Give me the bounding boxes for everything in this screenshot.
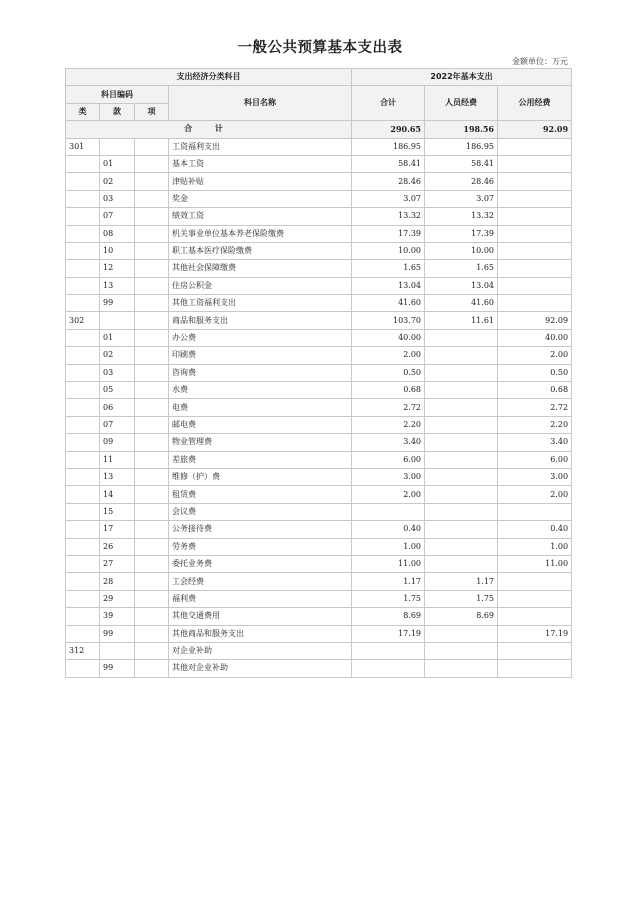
table-row — [66, 277, 572, 294]
total-personnel: 198.56 — [425, 121, 498, 138]
cell-kuan: 07 — [100, 416, 135, 433]
cell-subject-name: 奖金 — [169, 190, 352, 207]
cell-total: 13.32 — [352, 208, 425, 225]
cell-xiang — [135, 451, 169, 468]
cell-xiang — [135, 277, 169, 294]
cell-public — [498, 260, 572, 277]
cell-xiang — [135, 382, 169, 399]
cell-xiang — [135, 295, 169, 312]
cell-subject-name: 其他工资福利支出 — [169, 295, 352, 312]
cell-total — [352, 642, 425, 659]
cell-public — [498, 155, 572, 172]
cell-subject-name: 其他商品和服务支出 — [169, 625, 352, 642]
table-row — [66, 416, 572, 433]
cell-lei — [66, 364, 100, 381]
header-total: 合计 — [352, 86, 425, 121]
cell-lei — [66, 503, 100, 520]
cell-xiang — [135, 503, 169, 520]
cell-xiang — [135, 590, 169, 607]
total-row — [66, 121, 572, 138]
cell-total: 6.00 — [352, 451, 425, 468]
cell-total: 13.04 — [352, 277, 425, 294]
table-row — [66, 451, 572, 468]
cell-kuan: 99 — [100, 295, 135, 312]
cell-lei — [66, 190, 100, 207]
cell-subject-name: 其他交通费用 — [169, 608, 352, 625]
cell-kuan — [100, 642, 135, 659]
cell-lei — [66, 486, 100, 503]
cell-subject-name: 绩效工资 — [169, 208, 352, 225]
cell-xiang — [135, 260, 169, 277]
cell-lei — [66, 155, 100, 172]
cell-xiang — [135, 434, 169, 451]
cell-personnel: 3.07 — [425, 190, 498, 207]
table-row — [66, 625, 572, 642]
cell-public — [498, 295, 572, 312]
cell-personnel — [425, 399, 498, 416]
header-personnel: 人员经费 — [425, 86, 498, 121]
cell-total — [352, 503, 425, 520]
cell-kuan: 10 — [100, 242, 135, 259]
cell-personnel: 10.00 — [425, 242, 498, 259]
header-xiang: 项 — [135, 103, 169, 120]
cell-lei — [66, 242, 100, 259]
cell-lei — [66, 590, 100, 607]
cell-kuan: 11 — [100, 451, 135, 468]
cell-personnel — [425, 538, 498, 555]
cell-kuan: 05 — [100, 382, 135, 399]
table-row — [66, 660, 572, 677]
cell-xiang — [135, 660, 169, 677]
cell-subject-name: 基本工资 — [169, 155, 352, 172]
cell-total: 3.07 — [352, 190, 425, 207]
table-row — [66, 155, 572, 172]
cell-kuan: 26 — [100, 538, 135, 555]
cell-kuan: 09 — [100, 434, 135, 451]
cell-xiang — [135, 625, 169, 642]
cell-personnel — [425, 451, 498, 468]
cell-public: 0.40 — [498, 521, 572, 538]
cell-total: 103.70 — [352, 312, 425, 329]
table-row — [66, 347, 572, 364]
cell-personnel — [425, 347, 498, 364]
table-row — [66, 260, 572, 277]
cell-xiang — [135, 208, 169, 225]
cell-lei — [66, 277, 100, 294]
cell-kuan: 39 — [100, 608, 135, 625]
table-row — [66, 468, 572, 485]
table-row — [66, 608, 572, 625]
cell-total: 3.00 — [352, 468, 425, 485]
cell-personnel: 186.95 — [425, 138, 498, 155]
cell-personnel — [425, 642, 498, 659]
cell-subject-name: 物业管理费 — [169, 434, 352, 451]
table-row — [66, 295, 572, 312]
table-row — [66, 642, 572, 659]
header-code-group: 科目编码 — [66, 86, 169, 103]
table-row — [66, 503, 572, 520]
cell-personnel — [425, 503, 498, 520]
cell-personnel: 11.61 — [425, 312, 498, 329]
cell-xiang — [135, 521, 169, 538]
header-category-group: 支出经济分类科目 — [66, 69, 352, 86]
cell-public — [498, 590, 572, 607]
cell-personnel: 1.17 — [425, 573, 498, 590]
table-row — [66, 382, 572, 399]
table-row — [66, 521, 572, 538]
cell-lei: 302 — [66, 312, 100, 329]
cell-kuan — [100, 138, 135, 155]
cell-total: 10.00 — [352, 242, 425, 259]
cell-xiang — [135, 486, 169, 503]
cell-public: 2.72 — [498, 399, 572, 416]
cell-total: 58.41 — [352, 155, 425, 172]
cell-total: 1.00 — [352, 538, 425, 555]
cell-lei — [66, 347, 100, 364]
table-row — [66, 434, 572, 451]
cell-kuan: 07 — [100, 208, 135, 225]
cell-personnel: 58.41 — [425, 155, 498, 172]
cell-lei: 312 — [66, 642, 100, 659]
cell-subject-name: 劳务费 — [169, 538, 352, 555]
cell-xiang — [135, 347, 169, 364]
cell-public — [498, 573, 572, 590]
table-row — [66, 555, 572, 572]
cell-public: 6.00 — [498, 451, 572, 468]
cell-xiang — [135, 225, 169, 242]
cell-personnel: 13.04 — [425, 277, 498, 294]
table-row — [66, 538, 572, 555]
cell-lei — [66, 660, 100, 677]
cell-total: 2.72 — [352, 399, 425, 416]
cell-public: 11.00 — [498, 555, 572, 572]
cell-total: 3.40 — [352, 434, 425, 451]
cell-kuan: 99 — [100, 625, 135, 642]
cell-subject-name: 住房公积金 — [169, 277, 352, 294]
cell-total: 0.40 — [352, 521, 425, 538]
cell-kuan: 03 — [100, 190, 135, 207]
cell-xiang — [135, 190, 169, 207]
header-year-group: 2022年基本支出 — [352, 69, 572, 86]
cell-xiang — [135, 416, 169, 433]
cell-public: 3.00 — [498, 468, 572, 485]
cell-subject-name: 办公费 — [169, 329, 352, 346]
cell-subject-name: 邮电费 — [169, 416, 352, 433]
cell-kuan: 15 — [100, 503, 135, 520]
cell-subject-name: 维修（护）费 — [169, 468, 352, 485]
cell-personnel — [425, 364, 498, 381]
cell-subject-name: 机关事业单位基本养老保险缴费 — [169, 225, 352, 242]
cell-public — [498, 190, 572, 207]
cell-public: 3.40 — [498, 434, 572, 451]
header-lei: 类 — [66, 103, 100, 120]
cell-personnel — [425, 468, 498, 485]
cell-xiang — [135, 138, 169, 155]
cell-lei — [66, 295, 100, 312]
cell-lei — [66, 382, 100, 399]
cell-subject-name: 差旅费 — [169, 451, 352, 468]
cell-xiang — [135, 329, 169, 346]
cell-subject-name: 工会经费 — [169, 573, 352, 590]
cell-subject-name: 福利费 — [169, 590, 352, 607]
cell-xiang — [135, 468, 169, 485]
cell-lei — [66, 538, 100, 555]
cell-subject-name: 租赁费 — [169, 486, 352, 503]
cell-xiang — [135, 555, 169, 572]
cell-subject-name: 电费 — [169, 399, 352, 416]
cell-public — [498, 173, 572, 190]
cell-total: 40.00 — [352, 329, 425, 346]
cell-public: 2.00 — [498, 486, 572, 503]
cell-total: 11.00 — [352, 555, 425, 572]
cell-public — [498, 208, 572, 225]
cell-kuan: 99 — [100, 660, 135, 677]
cell-subject-name: 职工基本医疗保险缴费 — [169, 242, 352, 259]
cell-kuan: 28 — [100, 573, 135, 590]
cell-total: 1.65 — [352, 260, 425, 277]
cell-lei — [66, 225, 100, 242]
cell-personnel: 41.60 — [425, 295, 498, 312]
cell-public — [498, 277, 572, 294]
cell-kuan: 12 — [100, 260, 135, 277]
cell-lei — [66, 573, 100, 590]
cell-kuan: 27 — [100, 555, 135, 572]
cell-xiang — [135, 538, 169, 555]
cell-subject-name: 商品和服务支出 — [169, 312, 352, 329]
cell-lei — [66, 608, 100, 625]
cell-public: 0.50 — [498, 364, 572, 381]
header-kuan: 款 — [100, 103, 135, 120]
table-row — [66, 486, 572, 503]
cell-lei: 301 — [66, 138, 100, 155]
cell-personnel — [425, 660, 498, 677]
cell-public — [498, 642, 572, 659]
header-public: 公用经费 — [498, 86, 572, 121]
cell-personnel: 8.69 — [425, 608, 498, 625]
cell-public — [498, 608, 572, 625]
cell-total: 1.17 — [352, 573, 425, 590]
cell-kuan: 01 — [100, 329, 135, 346]
cell-personnel — [425, 486, 498, 503]
cell-total — [352, 660, 425, 677]
cell-personnel: 17.39 — [425, 225, 498, 242]
cell-xiang — [135, 608, 169, 625]
cell-lei — [66, 208, 100, 225]
cell-kuan: 29 — [100, 590, 135, 607]
cell-total: 1.75 — [352, 590, 425, 607]
cell-total: 2.00 — [352, 347, 425, 364]
cell-public: 2.00 — [498, 347, 572, 364]
cell-subject-name: 津贴补贴 — [169, 173, 352, 190]
cell-xiang — [135, 312, 169, 329]
table-row — [66, 138, 572, 155]
cell-lei — [66, 521, 100, 538]
cell-lei — [66, 260, 100, 277]
cell-personnel — [425, 382, 498, 399]
table-row — [66, 242, 572, 259]
cell-kuan: 13 — [100, 277, 135, 294]
unit-label: 金额单位：万元 — [512, 57, 568, 66]
cell-kuan: 02 — [100, 347, 135, 364]
cell-subject-name: 其他对企业补助 — [169, 660, 352, 677]
cell-xiang — [135, 242, 169, 259]
page-title: 一般公共预算基本支出表 — [237, 40, 403, 56]
cell-xiang — [135, 399, 169, 416]
cell-lei — [66, 416, 100, 433]
cell-lei — [66, 329, 100, 346]
cell-public — [498, 138, 572, 155]
cell-personnel: 1.65 — [425, 260, 498, 277]
table-row — [66, 590, 572, 607]
cell-personnel: 1.75 — [425, 590, 498, 607]
cell-public: 17.19 — [498, 625, 572, 642]
expenditure-table — [65, 68, 572, 678]
table-row — [66, 399, 572, 416]
cell-subject-name: 会议费 — [169, 503, 352, 520]
cell-lei — [66, 468, 100, 485]
cell-xiang — [135, 642, 169, 659]
cell-subject-name: 咨询费 — [169, 364, 352, 381]
table-row — [66, 312, 572, 329]
cell-kuan: 02 — [100, 173, 135, 190]
cell-kuan — [100, 312, 135, 329]
cell-public: 0.68 — [498, 382, 572, 399]
cell-subject-name: 委托业务费 — [169, 555, 352, 572]
cell-personnel — [425, 416, 498, 433]
cell-kuan: 01 — [100, 155, 135, 172]
cell-total: 28.46 — [352, 173, 425, 190]
cell-xiang — [135, 573, 169, 590]
total-total: 290.65 — [352, 121, 425, 138]
cell-xiang — [135, 173, 169, 190]
cell-personnel — [425, 434, 498, 451]
cell-public — [498, 225, 572, 242]
table-row — [66, 208, 572, 225]
cell-lei — [66, 173, 100, 190]
cell-kuan: 08 — [100, 225, 135, 242]
cell-total: 2.00 — [352, 486, 425, 503]
cell-personnel — [425, 521, 498, 538]
cell-lei — [66, 555, 100, 572]
cell-total: 41.60 — [352, 295, 425, 312]
cell-lei — [66, 451, 100, 468]
cell-kuan: 06 — [100, 399, 135, 416]
cell-kuan: 14 — [100, 486, 135, 503]
cell-public: 1.00 — [498, 538, 572, 555]
total-label: 合 计 — [66, 121, 352, 138]
cell-lei — [66, 625, 100, 642]
cell-public: 40.00 — [498, 329, 572, 346]
cell-personnel — [425, 555, 498, 572]
table-row — [66, 190, 572, 207]
table-row — [66, 364, 572, 381]
cell-subject-name: 工资福利支出 — [169, 138, 352, 155]
cell-subject-name: 对企业补助 — [169, 642, 352, 659]
table-row — [66, 573, 572, 590]
cell-subject-name: 印刷费 — [169, 347, 352, 364]
cell-total: 0.68 — [352, 382, 425, 399]
table-row — [66, 225, 572, 242]
header-subject-name: 科目名称 — [169, 86, 352, 121]
cell-personnel — [425, 625, 498, 642]
cell-personnel: 13.32 — [425, 208, 498, 225]
cell-kuan: 03 — [100, 364, 135, 381]
cell-public: 2.20 — [498, 416, 572, 433]
cell-kuan: 13 — [100, 468, 135, 485]
cell-public — [498, 660, 572, 677]
cell-total: 8.69 — [352, 608, 425, 625]
cell-xiang — [135, 364, 169, 381]
cell-xiang — [135, 155, 169, 172]
table-row — [66, 329, 572, 346]
cell-lei — [66, 399, 100, 416]
cell-subject-name: 其他社会保障缴费 — [169, 260, 352, 277]
total-public: 92.09 — [498, 121, 572, 138]
cell-total: 17.39 — [352, 225, 425, 242]
cell-subject-name: 公务接待费 — [169, 521, 352, 538]
cell-public — [498, 503, 572, 520]
cell-lei — [66, 434, 100, 451]
cell-public: 92.09 — [498, 312, 572, 329]
cell-kuan: 17 — [100, 521, 135, 538]
cell-total: 186.95 — [352, 138, 425, 155]
cell-total: 17.19 — [352, 625, 425, 642]
cell-personnel — [425, 329, 498, 346]
cell-personnel: 28.46 — [425, 173, 498, 190]
cell-total: 2.20 — [352, 416, 425, 433]
table-row — [66, 173, 572, 190]
cell-public — [498, 242, 572, 259]
cell-total: 0.50 — [352, 364, 425, 381]
cell-subject-name: 水费 — [169, 382, 352, 399]
